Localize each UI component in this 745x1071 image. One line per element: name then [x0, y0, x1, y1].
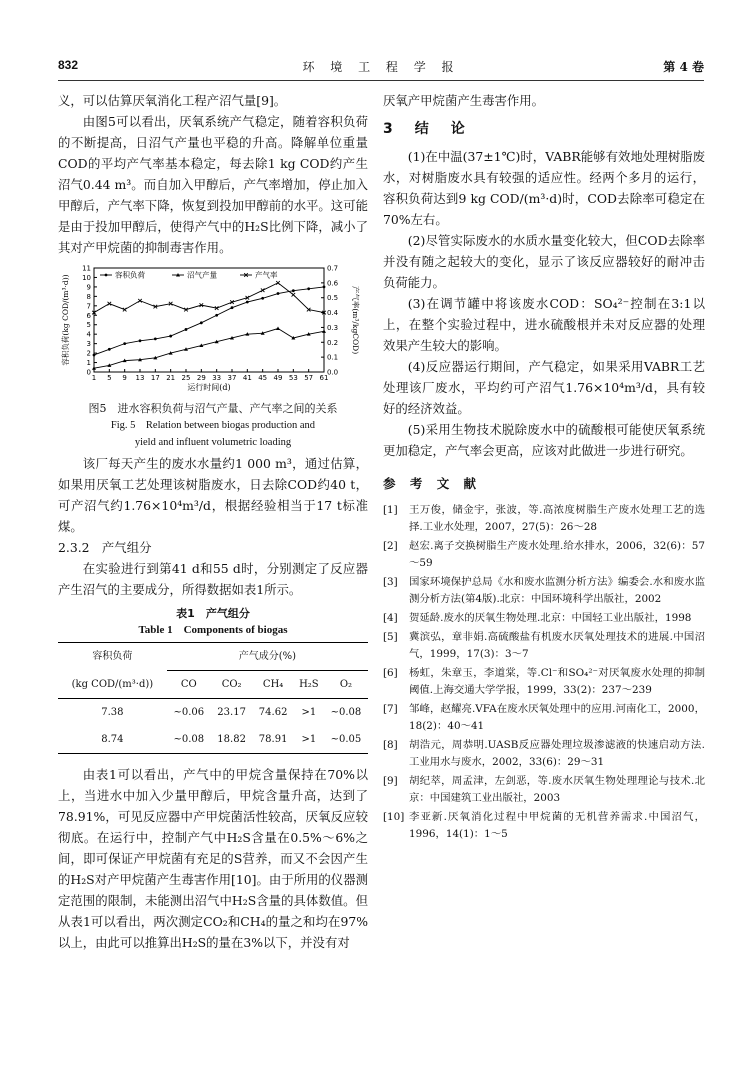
- reference-text: 胡浩元，周恭明.UASB反应器处理垃圾渗滤液的快速启动方法.工业用水与废水，2002，33(6)：29～31: [409, 739, 705, 768]
- table-cell: 8.74: [58, 726, 167, 754]
- reference-text: 杨虹，朱章玉，李道棠，等.Cl⁻和SO₄²⁻对厌氧废水处理的抑制阈值.上海交通大学学报，1999，33(2)：237～239: [409, 667, 705, 696]
- table-header: (kg COD/(m³·d)): [71, 678, 154, 690]
- series-point-0: [185, 328, 188, 331]
- y-left-tick-label: 2: [86, 349, 91, 358]
- paragraph: 由表1可以看出，产气中的甲烷含量保持在70%以上，当进水中加入少量甲醇后，甲烷含量升高，达到了78.91%，可见反应器中产甲烷菌活性较高，厌氧反应较彻底。在运行中，控制产气中H₂S含量在0.5%～6%之间，即可保证产甲烷菌有充足的S营养，而又不会因产生的H₂S对产甲烷菌产生毒害作用[10]。由于所用的仪器测定范围的限制，未能测出沼气中H₂S含量的具体数值。但从表1可以看出，两次测定CO₂和CH₄的量之和均在97%以上，由此可以推算出H₂S的量在3%以下，并没有对: [58, 767, 368, 950]
- y-left-tick-label: 8: [86, 292, 91, 301]
- reference-number: [10]: [383, 811, 405, 823]
- reference-item: [383, 538, 705, 572]
- figure-caption-en-2: yield and influent volumetric loading: [134, 437, 292, 448]
- table-cell: ~0.06: [167, 699, 211, 727]
- reference-item: [383, 701, 705, 735]
- x-axis-label: 运行时间(d): [187, 383, 231, 392]
- reference-text: 赵宏.离子交换树脂生产废水处理.给水排水，2006，32(6)：57～59: [409, 540, 705, 569]
- table-header: CO₂: [221, 679, 242, 690]
- series-point-2: [138, 299, 142, 303]
- y-left-tick-label: 10: [82, 273, 91, 282]
- legend-label: 容积负荷: [115, 270, 145, 280]
- series-point-2: [292, 293, 296, 297]
- reference-text: 王万俊，储金宇，张波，等.高浓度树脂生产废水处理工艺的选择.工业水处理，2007，27(5)：26～28: [409, 504, 705, 533]
- series-point-0: [200, 321, 203, 324]
- reference-item: [383, 502, 705, 536]
- reference-text: 贺延龄.废水的厌氧生物处理.北京：中国轻工业出版社，1998: [409, 612, 692, 624]
- y-left-tick-label: 1: [86, 359, 91, 368]
- series-point-0: [323, 286, 326, 289]
- series-point-0: [123, 342, 126, 345]
- paragraph: 由图5可以看出，厌氧系统产气稳定，随着容积负荷的不断提高，日沼气产量也平稳的升高。降解单位重量COD的平均产气率基本稳定，每去除1 kg COD约产生沼气0.44 m³。而自加入甲醇后，产气率增加，停止加入甲醇后，产气率下降，恢复到投加甲醇前的水平。这可能是由于投加甲醇后，使得产气中的H₂S比例下降，减小了其对产甲烷菌的抑制毒害作用。: [58, 114, 368, 255]
- page-number: 832: [58, 58, 79, 72]
- reference-number: [5]: [383, 631, 398, 643]
- x-tick-label: 45: [258, 374, 268, 382]
- section-heading: 3 结 论: [383, 121, 469, 137]
- reference-item: [383, 665, 705, 699]
- y-left-tick-label: 0: [86, 368, 91, 377]
- y-right-tick-label: 0.4: [327, 309, 339, 318]
- y-right-tick-label: 0.1: [327, 353, 339, 362]
- series-point-0: [231, 306, 234, 309]
- table-header: H₂S: [299, 679, 319, 690]
- reference-text: 国家环境保护总局《水和废水监测分析方法》编委会.水和废水监测分析方法(第4版).北京：中国环境科学出版社，2002: [409, 576, 705, 605]
- paragraph: (2)尽管实际废水的水质水量变化较大，但COD去除率并没有随之起较大的变化，显示了该反应器较好的耐冲击负荷能力。: [383, 233, 705, 290]
- table-row: [58, 699, 368, 727]
- series-line-1: [94, 329, 324, 369]
- table-1: [58, 606, 368, 754]
- figure-caption-en: Fig. 5 Relation between biogas production and: [110, 420, 316, 431]
- y-left-tick-label: 7: [86, 302, 91, 311]
- table-header: 产气成分(%): [167, 643, 368, 671]
- biogas-table: [58, 642, 368, 754]
- reference-text: 胡纪萃，周孟津，左剑恶，等.废水厌氧生物处理理论与技术.北京：中国建筑工业出版社，2003: [409, 775, 705, 804]
- table-cell: 18.82: [211, 726, 253, 754]
- x-tick-label: 49: [273, 374, 283, 382]
- series-point-0: [93, 354, 96, 357]
- plot-frame: [94, 268, 324, 372]
- y-right-tick-label: 0.7: [327, 264, 339, 273]
- reference-text: 李亚新.厌氧消化过程中甲烷菌的无机营养需求.中国沼气，1996，14(1)：1～5: [409, 811, 705, 840]
- y-left-tick-label: 11: [82, 264, 91, 273]
- series-point-0: [261, 297, 264, 300]
- reference-item: [383, 773, 705, 807]
- subsection-heading: 2.3.2 产气组分: [58, 540, 152, 555]
- reference-number: [3]: [383, 576, 398, 588]
- reference-item: [383, 574, 705, 608]
- x-tick-label: 53: [288, 374, 298, 382]
- y-right-tick-label: 0.2: [327, 338, 339, 347]
- x-tick-label: 57: [304, 374, 314, 382]
- x-tick-label: 13: [135, 374, 145, 382]
- table-title-cn: 表1 产气组分: [176, 607, 250, 620]
- paragraph: (3)在调节罐中将该废水COD：SO₄²⁻控制在3:1以上，在整个实验过程中，进水硫酸根并未对反应器的处理效果产生较大的影响。: [383, 296, 705, 353]
- reference-item: [383, 629, 705, 663]
- series-point-0: [169, 335, 172, 338]
- x-tick-label: 37: [227, 374, 237, 382]
- table-cell: 7.38: [58, 699, 167, 727]
- series-point-0: [246, 301, 249, 304]
- series-point-0: [215, 314, 218, 317]
- chart-figure-5: [58, 264, 368, 392]
- y-right-tick-label: 0.0: [327, 368, 339, 377]
- reference-text: 邹峰，赵耀亮.VFA在废水厌氧处理中的应用.河南化工，2000，18(2)：40～41: [409, 703, 705, 732]
- series-point-2: [261, 288, 265, 292]
- figure-5: [58, 264, 368, 451]
- x-tick-label: 41: [242, 374, 252, 382]
- paragraph: 厌氧产甲烷菌产生毒害作用。: [383, 93, 545, 108]
- left-column: [58, 90, 368, 953]
- table-header: 容积负荷: [58, 643, 167, 671]
- table-cell: ~0.08: [167, 726, 211, 754]
- y-left-tick-label: 3: [86, 340, 91, 349]
- y-left-tick-label: 4: [86, 330, 91, 339]
- series-point-0: [277, 292, 280, 295]
- legend-label: 产气率: [255, 270, 278, 280]
- reference-number: [8]: [383, 739, 398, 751]
- reference-item: [383, 610, 705, 627]
- table-cell: 74.62: [252, 699, 294, 727]
- reference-item: [383, 809, 705, 843]
- series-line-2: [94, 283, 324, 313]
- series-point-1: [276, 327, 280, 331]
- paragraph: 在实验进行到第41 d和55 d时，分别测定了反应器产生沼气的主要成分，所得数据如表1所示。: [58, 561, 368, 597]
- paragraph: (5)采用生物技术脱除废水中的硫酸根可能使厌氧系统更加稳定，产气率会更高，应该对此做进一步进行研究。: [383, 422, 705, 458]
- table-title-en: Table 1 Components of biogas: [138, 624, 288, 636]
- paragraph: 义，可以估算厌氧消化工程产沼气量[9]。: [58, 93, 287, 108]
- table-cell: >1: [294, 726, 324, 754]
- y-right-tick-label: 0.5: [327, 294, 339, 303]
- series-point-0: [139, 339, 142, 342]
- figure-caption-cn: 图5 进水容积负荷与沼气产量、产气率之间的关系: [88, 402, 338, 415]
- x-tick-label: 21: [166, 374, 176, 382]
- reference-number: [2]: [383, 540, 398, 552]
- series-point-2: [123, 308, 127, 312]
- y-left-tick-label: 5: [86, 321, 91, 330]
- x-tick-label: 9: [122, 374, 127, 382]
- reference-number: [7]: [383, 703, 398, 715]
- reference-number: [1]: [383, 504, 398, 516]
- x-tick-label: 33: [212, 374, 222, 382]
- volume-label: 第 4 卷: [663, 60, 704, 74]
- table-cell: >1: [294, 699, 324, 727]
- table-cell: 78.91: [252, 726, 294, 754]
- reference-number: [4]: [383, 612, 398, 624]
- y-left-tick-label: 6: [86, 311, 91, 320]
- reference-list: [383, 502, 705, 843]
- table-header: CO: [180, 679, 197, 690]
- y-right-axis-label: 产气率(m³/kgCOD): [351, 285, 360, 355]
- x-tick-label: 61: [319, 374, 329, 382]
- paragraph: (4)反应器运行期间，产气稳定，如果采用VABR工艺处理该厂废水，平均约可产沼气1.76×10⁴m³/d，具有较好的经济效益。: [383, 359, 705, 416]
- series-point-0: [108, 348, 111, 351]
- x-tick-label: 1: [91, 374, 97, 382]
- series-point-1: [322, 329, 326, 333]
- table-cell: ~0.05: [324, 726, 368, 754]
- right-column: [383, 90, 705, 845]
- x-tick-label: 25: [181, 374, 191, 382]
- y-right-tick-label: 0.3: [327, 323, 339, 332]
- y-left-axis-label: 容积负荷(kg COD/(m³·d)): [61, 274, 70, 366]
- journal-name: 环 境 工 程 学 报: [302, 60, 460, 74]
- reference-number: [6]: [383, 667, 398, 679]
- table-header: CH₄: [262, 679, 284, 690]
- paragraph: 该厂每天产生的废水水量约1 000 m³，通过估算，如果用厌氧工艺处理该树脂废水，日去除COD约40 t，可产沼气约1.76×10⁴m³/d，根据经验相当于17 t标准煤。: [58, 456, 368, 534]
- x-tick-label: 29: [196, 374, 206, 382]
- running-header: [58, 58, 704, 78]
- x-tick-label: 5: [107, 374, 112, 382]
- legend-marker: [105, 274, 108, 277]
- table-cell: ~0.08: [324, 699, 368, 727]
- header-rule: [58, 80, 704, 81]
- table-cell: 23.17: [211, 699, 253, 727]
- table-header: O₂: [339, 679, 353, 690]
- series-point-0: [292, 289, 295, 292]
- y-left-tick-label: 9: [86, 283, 91, 292]
- series-point-2: [108, 302, 112, 306]
- references-heading: 参 考 文 献: [383, 476, 482, 491]
- series-point-0: [154, 338, 157, 341]
- reference-text: 冀滨弘，章非娟.高硫酸盐有机废水厌氧处理技术的进展.中国沼气，1999，17(3)：3～7: [409, 631, 705, 660]
- reference-number: [9]: [383, 775, 398, 787]
- paragraph: (1)在中温(37±1℃)时，VABR能够有效地处理树脂废水，对树脂废水具有较强的适应性。经两个多月的运行，容积负荷达到9 kg COD/(m³·d)时，COD去除率可稳定在70%左右。: [383, 149, 705, 227]
- table-row: [58, 726, 368, 754]
- reference-item: [383, 737, 705, 771]
- series-point-0: [307, 287, 310, 290]
- y-right-tick-label: 0.6: [327, 279, 339, 288]
- legend-label: 沼气产量: [187, 270, 217, 280]
- series-line-0: [94, 287, 324, 355]
- series-point-2: [276, 281, 280, 285]
- x-tick-label: 17: [150, 374, 160, 382]
